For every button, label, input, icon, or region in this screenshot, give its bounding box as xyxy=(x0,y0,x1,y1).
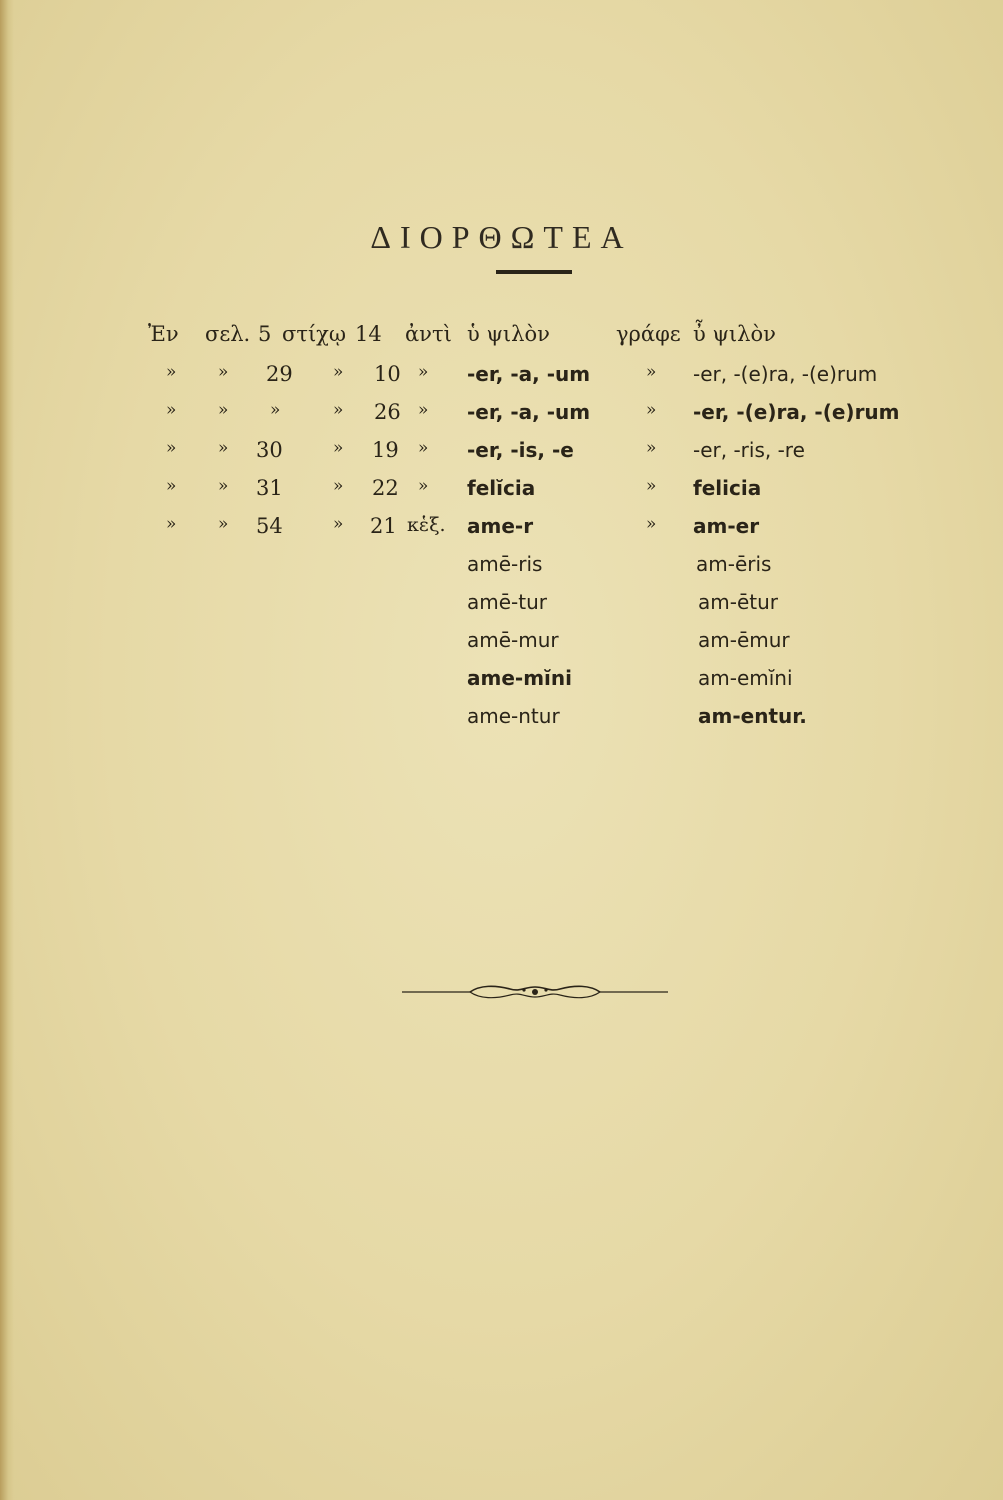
table-row xyxy=(0,476,1003,510)
wrong-text: felĭcia xyxy=(467,476,536,500)
ditto-mark: » xyxy=(166,362,177,382)
line-number: 22 xyxy=(372,476,399,500)
table-row xyxy=(0,514,1003,548)
wrong-text: ame-r xyxy=(467,514,534,538)
page-number: 31 xyxy=(256,476,283,500)
correct-text: -er, -ris, -re xyxy=(693,438,805,462)
table-row xyxy=(0,438,1003,472)
ornament-divider xyxy=(400,975,670,1005)
correct-text: am-er xyxy=(693,514,760,538)
ditto-mark: » xyxy=(166,438,177,458)
correct-text: am-ēmur xyxy=(698,628,790,652)
title-rule xyxy=(496,270,572,274)
continuation-row xyxy=(0,666,1003,700)
ditto-mark: » xyxy=(646,476,657,496)
header-line-word: στίχῳ xyxy=(282,322,347,346)
ditto-mark: » xyxy=(270,400,281,420)
line-number: 10 xyxy=(374,362,401,386)
table-row xyxy=(0,362,1003,396)
wrong-text: -er, -a, -um xyxy=(467,362,591,386)
table-row xyxy=(0,400,1003,434)
ditto-mark: » xyxy=(646,514,657,534)
page-number: 29 xyxy=(266,362,293,386)
wrong-text: amē-tur xyxy=(467,590,547,614)
ditto-mark: » xyxy=(218,400,229,420)
ditto-mark: » xyxy=(418,362,429,382)
continuation-row xyxy=(0,590,1003,624)
ditto-mark: » xyxy=(418,400,429,420)
ditto-mark: » xyxy=(418,438,429,458)
header-right: ὖ ψιλὸν xyxy=(693,322,776,346)
ditto-mark: » xyxy=(418,476,429,496)
wrong-text: ame-ntur xyxy=(467,704,560,728)
wrong-text: -er, -is, -e xyxy=(467,438,574,462)
ditto-mark: » xyxy=(218,438,229,458)
wrong-text: -er, -a, -um xyxy=(467,400,591,424)
ditto-mark: » xyxy=(646,362,657,382)
correct-text: felicia xyxy=(693,476,762,500)
page-number: 30 xyxy=(256,438,283,462)
correct-text: -er, -(e)ra, -(e)rum xyxy=(693,362,878,386)
ditto-mark: » xyxy=(166,400,177,420)
page-title: ΔΙΟΡΘΩΤΕΑ xyxy=(370,219,633,256)
ditto-mark: » xyxy=(646,438,657,458)
header-page: 5 xyxy=(258,322,272,346)
line-number: 19 xyxy=(372,438,399,462)
correct-text: am-ētur xyxy=(698,590,778,614)
ditto-mark: » xyxy=(218,514,229,534)
continuation-row xyxy=(0,704,1003,738)
correct-text: am-entur. xyxy=(698,704,807,728)
page-number: 54 xyxy=(256,514,283,538)
ditto-mark: » xyxy=(333,400,344,420)
line-number: 21 xyxy=(370,514,397,538)
ditto-mark: » xyxy=(333,514,344,534)
correct-text: -er, -(e)ra, -(e)rum xyxy=(693,400,900,424)
ditto-mark: » xyxy=(166,476,177,496)
header-write: γράφε xyxy=(616,322,681,346)
and-following-abbreviation: κἑξ. xyxy=(407,514,446,536)
header-instead: ἀντὶ xyxy=(405,322,452,346)
wrong-text: amē-ris xyxy=(467,552,543,576)
header-line: 14 xyxy=(355,322,382,346)
header-row xyxy=(0,322,1003,356)
ditto-mark: » xyxy=(646,400,657,420)
continuation-row xyxy=(0,628,1003,662)
header-prefix: Ἐν xyxy=(148,322,179,346)
header-page-word: σελ. xyxy=(205,322,251,346)
continuation-row xyxy=(0,552,1003,586)
line-number: 26 xyxy=(374,400,401,424)
ditto-mark: » xyxy=(218,362,229,382)
wrong-text: ame-mĭni xyxy=(467,666,572,690)
wrong-text: amē-mur xyxy=(467,628,559,652)
header-wrong: ὑ ψιλὸν xyxy=(467,322,550,346)
correct-text: am-emĭni xyxy=(698,666,793,690)
ditto-mark: » xyxy=(218,476,229,496)
correct-text: am-ēris xyxy=(696,552,772,576)
ditto-mark: » xyxy=(333,438,344,458)
ditto-mark: » xyxy=(333,362,344,382)
ditto-mark: » xyxy=(166,514,177,534)
ditto-mark: » xyxy=(333,476,344,496)
